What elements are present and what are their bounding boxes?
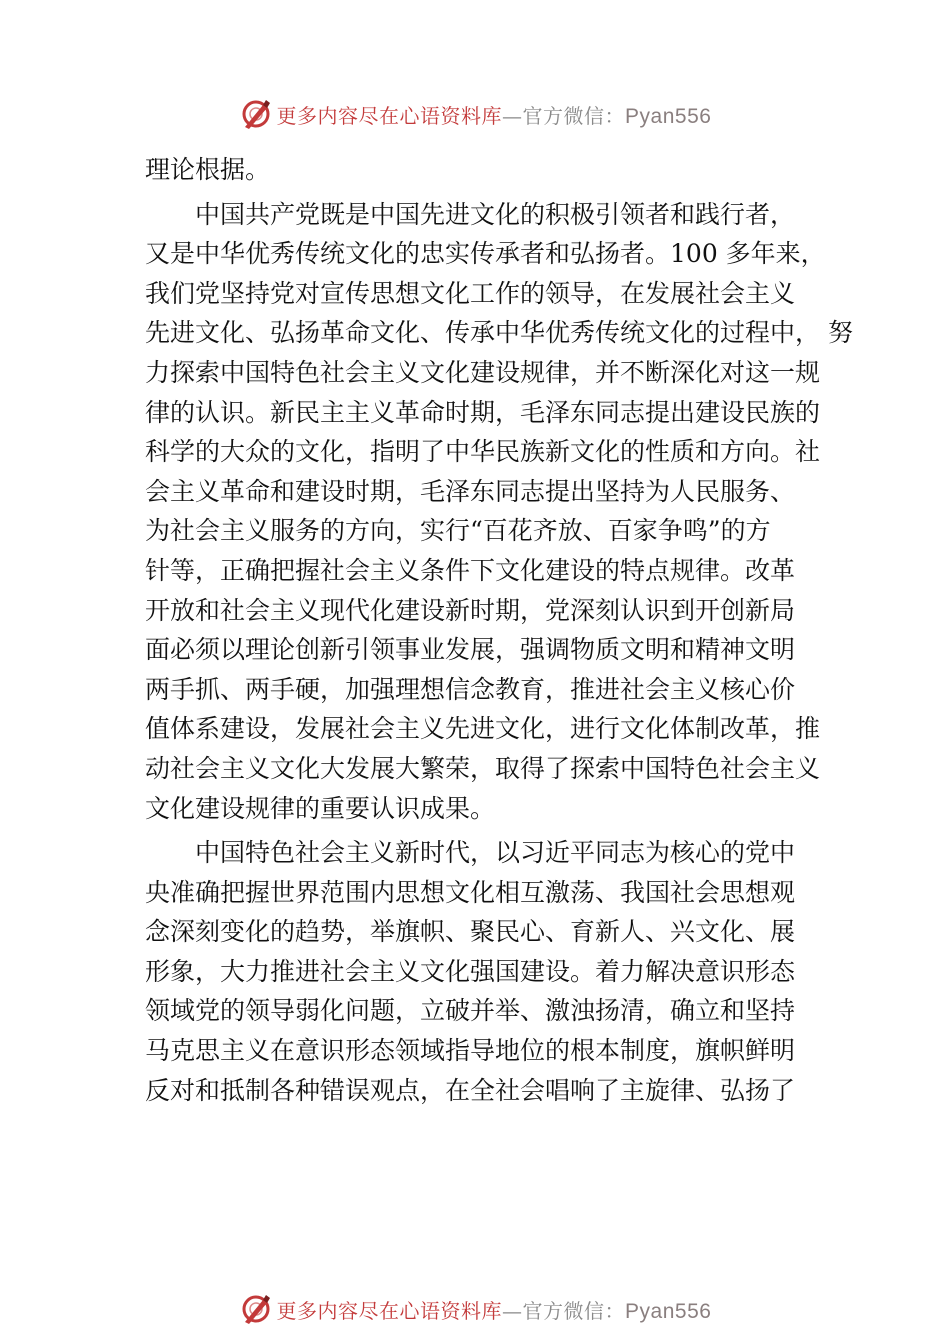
footer-watermark-banner [0, 1289, 950, 1329]
text-line: 领域党的领导弱化问题，立破并举、激浊扬清，确立和坚持 [145, 996, 796, 1026]
document-body [145, 150, 853, 1110]
header-watermark-tail: —官方微信： [502, 103, 626, 128]
text-line: 动社会主义文化大发展大繁荣，取得了探索中国特色社会主义 [145, 753, 821, 783]
text-line: 文化建设规律的重要认识成果。 [145, 793, 496, 823]
text-line: 理论根据。 [145, 155, 271, 184]
pen-circle-logo-icon [239, 97, 273, 131]
footer-watermark-main: 更多内容尽在心语资料库 [276, 1298, 503, 1323]
text-line: 又是中华优秀传统文化的忠实传承者和弘扬者。100 多年来， [145, 239, 826, 269]
text-line: 律的认识。新民主主义革命时期，毛泽东同志提出建设民族的 [145, 397, 821, 427]
header-watermark-text [277, 100, 712, 129]
header-watermark-banner [0, 94, 950, 134]
text-line: 会主义革命和建设时期，毛泽东同志提出坚持为人民服务、 [145, 476, 796, 506]
text-line: 开放和社会主义现代化建设新时期，党深刻认识到开创新局 [145, 595, 796, 625]
footer-watermark-tail: —官方微信： [502, 1298, 626, 1323]
text-line: 我们党坚持党对宣传思想文化工作的领导，在发展社会主义 [145, 278, 796, 308]
text-line: 值体系建设，发展社会主义先进文化，进行文化体制改革，推 [145, 714, 821, 744]
text-line: 反对和抵制各种错误观点，在全社会唱响了主旋律、弘扬了 [145, 1075, 796, 1105]
text-line: 马克思主义在意识形态领域指导地位的根本制度，旗帜鲜明 [145, 1036, 796, 1066]
text-line: 针等，正确把握社会主义条件下文化建设的特点规律。改革 [145, 555, 796, 585]
pen-circle-logo-icon [239, 1292, 273, 1326]
header-watermark-main: 更多内容尽在心语资料库 [276, 103, 503, 128]
text-line: 科学的大众的文化，指明了中华民族新文化的性质和方向。社 [145, 437, 821, 467]
text-line: 两手抓、两手硬，加强理想信念教育，推进社会主义核心价 [145, 674, 796, 704]
text-line: 形象，大力推进社会主义文化强国建设。着力解决意识形态 [145, 956, 796, 986]
header-wechat-id: Pyan556 [625, 104, 712, 128]
text-line: 先进文化、弘扬革命文化、传承中华优秀传统文化的过程中， 努 [145, 318, 853, 348]
text-line: 央准确把握世界范围内思想文化相互激荡、我国社会思想观 [145, 877, 796, 907]
text-line: 中国特色社会主义新时代，以习近平同志为核心的党中 [195, 838, 796, 868]
text-line: 念深刻变化的趋势，举旗帜、聚民心、育新人、兴文化、展 [145, 917, 796, 947]
footer-wechat-id: Pyan556 [625, 1299, 712, 1323]
footer-watermark-text [277, 1295, 712, 1324]
text-line: 为社会主义服务的方向，实行“百花齐放、百家争鸣”的方 [145, 516, 771, 546]
text-line: 面必须以理论创新引领事业发展，强调物质文明和精神文明 [145, 635, 796, 665]
text-line: 力探索中国特色社会主义文化建设规律，并不断深化对这一规 [145, 357, 821, 387]
text-line: 中国共产党既是中国先进文化的积极引领者和践行者， [195, 199, 796, 229]
